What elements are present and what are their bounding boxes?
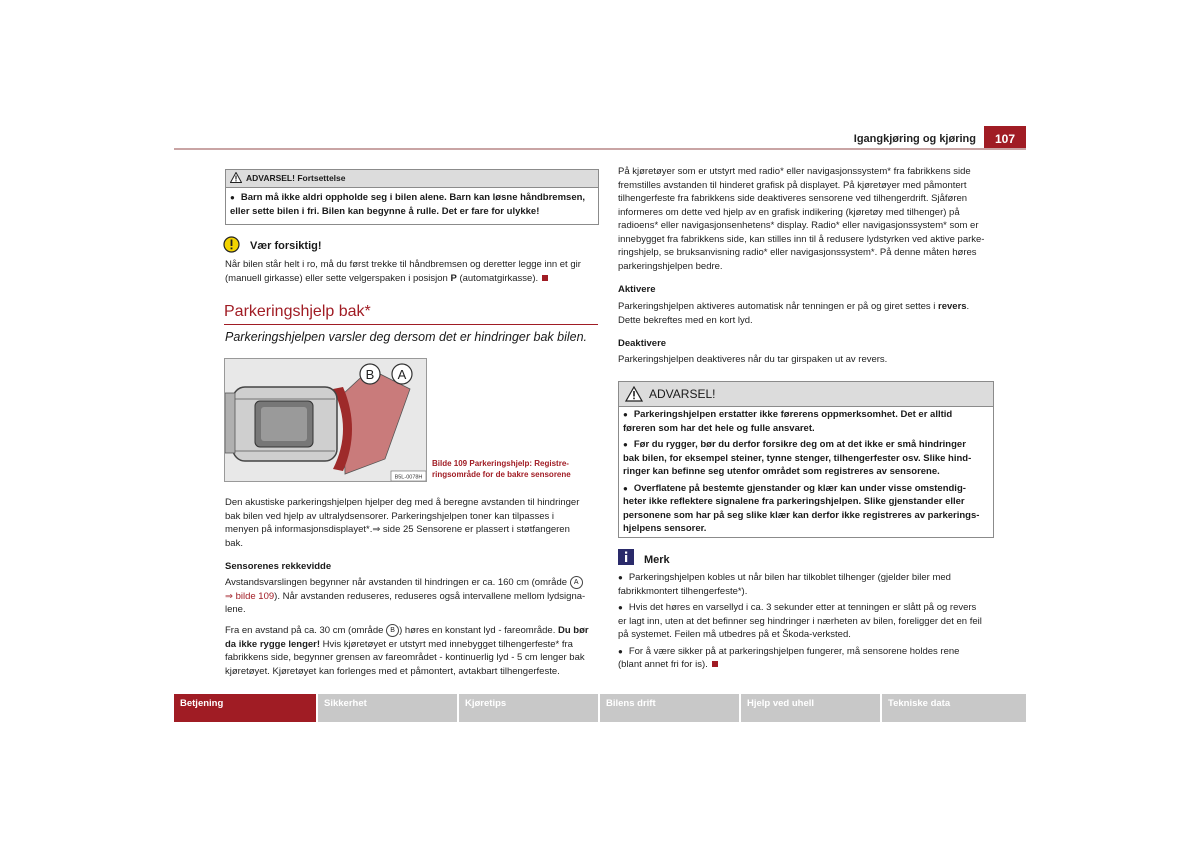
- caution-title: Vær forsiktig!: [250, 240, 322, 252]
- range-p2-line-3: fabrikkens side, begynner grensen av fareområdet - kontinuerlig lyd - 5 cm lenger bak: [225, 652, 585, 664]
- right-intro-line: innebygget fra fabrikkens side, kan stilles inn til å redusere lydstyrken ved aktive parke-: [618, 233, 985, 245]
- warning-item-line: ● Parkeringshjelpen erstatter ikke førerens oppmerksomhet. Det er alltid: [623, 408, 989, 422]
- header-rule: [174, 148, 1026, 150]
- footer-tab-tekniske-data[interactable]: Tekniske data: [882, 694, 1026, 722]
- figure-109-link[interactable]: ⇒ bilde 109: [225, 590, 275, 602]
- warning-item-line: ringer kan befinne seg utenfor området som registreres av sensorene.: [623, 466, 940, 477]
- chapter-title: Igangkjøring og kjøring: [853, 133, 976, 145]
- note-title: Merk: [644, 554, 670, 566]
- range-p1-line-1: Avstandsvarslingen begynner når avstanden til hindringen er ca. 160 cm (område A: [225, 576, 605, 590]
- warning-item-line: ● Før du rygger, bør du derfor forsikre deg om at det ikke er små hindringer: [623, 438, 989, 452]
- footer-tab-kjoretips[interactable]: Kjøretips: [459, 694, 598, 722]
- right-intro-line: parkeringshjelpen bedre.: [618, 260, 723, 272]
- note-body: [618, 571, 1000, 672]
- warning-body: [619, 407, 993, 539]
- warning-item: [623, 408, 989, 435]
- note-item-line: fabrikkmontert tilhengerfeste*).: [618, 585, 748, 597]
- intro-line: bak bilen ved hjelp av ultralydsensorer. Parkeringshjelpen toner kan tilpasses i: [225, 510, 554, 522]
- caution-text: [225, 258, 605, 285]
- warning-item-line: heter ikke reflektere signalene fra parkeringshjelpen. Slike gjenstander eller: [623, 496, 965, 507]
- warning-header: [619, 382, 993, 407]
- warning-item-line: bak bilen, for eksempel steiner, tynne stenger, tilhengerfester osv. Slike hind-: [623, 452, 972, 464]
- note-item: [618, 571, 1000, 598]
- right-intro-line: radioens* eller navigasjonsenhetens* display. Radio* eller navigasjonssystem* som er: [618, 220, 979, 231]
- warning-continued-line-1: ● Barn må ikke aldri oppholde seg i bilen alene. Barn kan løsne håndbremsen,: [230, 191, 594, 205]
- range-p1-line-3: lene.: [225, 604, 246, 616]
- note-item-line: er lagt inn, uten at det befinner seg hindringer i nærheten av bilen, foreligger det en feil: [618, 615, 982, 627]
- right-intro-paragraph: [618, 165, 1000, 273]
- figure-caption: [432, 458, 592, 480]
- intro-paragraph: [225, 496, 605, 550]
- note-item-line: ● Hvis det høres en varsellyd i ca. 3 sekunder etter at tenningen er slått på og revers: [618, 601, 1000, 615]
- warning-item-line: føreren som har det hele og fulle ansvaret.: [623, 422, 815, 434]
- warning-item-line: ● Overflatene på bestemte gjenstander og klær kan under visse omstendig-: [623, 482, 989, 496]
- warning-continued-body: [226, 188, 598, 221]
- figure-label-a: A: [397, 367, 407, 382]
- warning-continued-header: [226, 170, 598, 188]
- area-b-badge: B: [386, 624, 399, 637]
- caution-icon: [223, 236, 240, 253]
- figure-109: [224, 358, 427, 482]
- note-item-line: (blant annet fri for is).: [618, 658, 1000, 672]
- note-item: [618, 601, 1000, 642]
- page-number: 107: [984, 126, 1026, 150]
- right-intro-line: På kjøretøyer som er utstyrt med radio* eller navigasjonssystem* fra fabrikkens side: [618, 166, 971, 177]
- section-rule: [224, 324, 598, 325]
- deactivate-heading: Deaktivere: [618, 338, 667, 349]
- note-item: [618, 645, 1000, 672]
- footer-tab-betjening[interactable]: Betjening: [174, 694, 316, 722]
- intro-line: Den akustiske parkeringshjelpen hjelper deg med å beregne avstanden til hindringer: [225, 497, 580, 508]
- warning-item-line: hjelpens sensorer.: [623, 523, 707, 534]
- footer-tab-hjelp-ved-uhell[interactable]: Hjelp ved uhell: [741, 694, 880, 722]
- figure-caption-line-2: ringsområde for de bakre sensorene: [432, 470, 571, 479]
- warning-triangle-icon: [230, 172, 242, 183]
- activate-line-2: Dette bekreftes med en kort lyd.: [618, 314, 753, 326]
- deactivate-paragraph: Parkeringshjelpen deaktiveres når du tar girspaken ut av revers.: [618, 354, 888, 365]
- area-a-badge: A: [570, 576, 583, 589]
- range-p2-line-2: da ikke rygge lenger! Hvis kjøretøyet er utstyrt med innebygget tilhengerfeste* fra: [225, 638, 573, 650]
- warning-continued-line-2: eller sette bilen i fri. Bilen kan begynne å rulle. Det er fare for ulykke!: [230, 205, 540, 217]
- range-paragraph-1: [225, 576, 605, 617]
- right-intro-line: ringshjelp, se bruksanvisning radio* eller navigasjonssystem*. På denne måten høres: [618, 247, 977, 258]
- right-intro-line: fremstilles avstanden til hinderet grafisk på displayet. På kjøretøyer med påmontert: [618, 179, 967, 191]
- footer-tab-sikkerhet[interactable]: Sikkerhet: [318, 694, 457, 722]
- figure-code: B5L-0078H: [394, 474, 423, 481]
- warning-continued-box: [225, 169, 599, 225]
- activate-paragraph: [618, 300, 1000, 327]
- intro-line: menyen på informasjonsdisplayet*.⇒ side 25 Sensorene er plassert i støtfangeren: [225, 524, 570, 535]
- warning-continued-title: ADVARSEL! Fortsettelse: [246, 173, 346, 183]
- warning-item: [623, 482, 989, 536]
- section-subtitle: Parkeringshjelpen varsler deg dersom det er hindringer bak bilen.: [225, 330, 588, 344]
- note-item-line: ● Parkeringshjelpen kobles ut når bilen har tilkoblet tilhenger (gjelder biler med: [618, 571, 1000, 585]
- range-heading: Sensorenes rekkevidde: [225, 561, 332, 572]
- range-p2-line-1: Fra en avstand på ca. 30 cm (område B ) høres en konstant lyd - fareområde. Du bør: [225, 625, 589, 637]
- range-p1-line-2: ⇒ bilde 109). Når avstanden reduseres, reduseres også intervallene mellom lydsigna-: [225, 590, 586, 602]
- warning-title: ADVARSEL!: [649, 387, 716, 401]
- range-p2-line-4: kjøretøyet. Kjøretøyet kan forlenges med et påmontert, avtakbart tilhengerfeste.: [225, 665, 560, 677]
- caution-line-1: Når bilen står helt i ro, må du først trekke til håndbremsen og deretter legge inn et gir: [225, 259, 581, 270]
- range-paragraph-2: [225, 624, 605, 678]
- figure-caption-line-1: Bilde 109 Parkeringshjelp: Registre-: [432, 459, 569, 468]
- figure-label-b: B: [365, 367, 375, 382]
- warning-item-line: personene som har på seg slike klær kan derfor ikke registreres av parkerings-: [623, 509, 980, 521]
- right-intro-line: tilhengerfeste fra fabrikkens side deaktiveres sensorene ved tilhengerdrift. Sjåføren: [618, 193, 968, 204]
- caution-line-2: (manuell girkasse) eller sette velgerspaken i posisjon P (automatgirkasse).: [225, 272, 605, 286]
- activate-line-1: Parkeringshjelpen aktiveres automatisk når tenningen er på og giret settes i revers.: [618, 301, 970, 312]
- section-title: Parkeringshjelp bak*: [224, 303, 371, 320]
- footer-tab-bilens-drift[interactable]: Bilens drift: [600, 694, 739, 722]
- warning-box: [618, 381, 994, 538]
- end-marker-icon: [542, 275, 548, 281]
- warning-item: [623, 438, 989, 479]
- end-marker-icon: [712, 661, 718, 667]
- right-intro-line: informeres om dette ved hjelp av en grafisk indikering (kjøretøy med tilhenger) på: [618, 206, 960, 218]
- warning-triangle-icon: [625, 386, 643, 402]
- note-item-line: på systemet. Feilen må utbedres på et Škoda-verksted.: [618, 629, 851, 640]
- parking-sensor-illustration: [225, 359, 427, 482]
- activate-heading: Aktivere: [618, 284, 656, 295]
- info-icon: [618, 549, 634, 565]
- note-item-line: ● For å være sikker på at parkeringshjelpen fungerer, må sensorene holdes rene: [618, 645, 1000, 659]
- intro-line: bak.: [225, 537, 243, 549]
